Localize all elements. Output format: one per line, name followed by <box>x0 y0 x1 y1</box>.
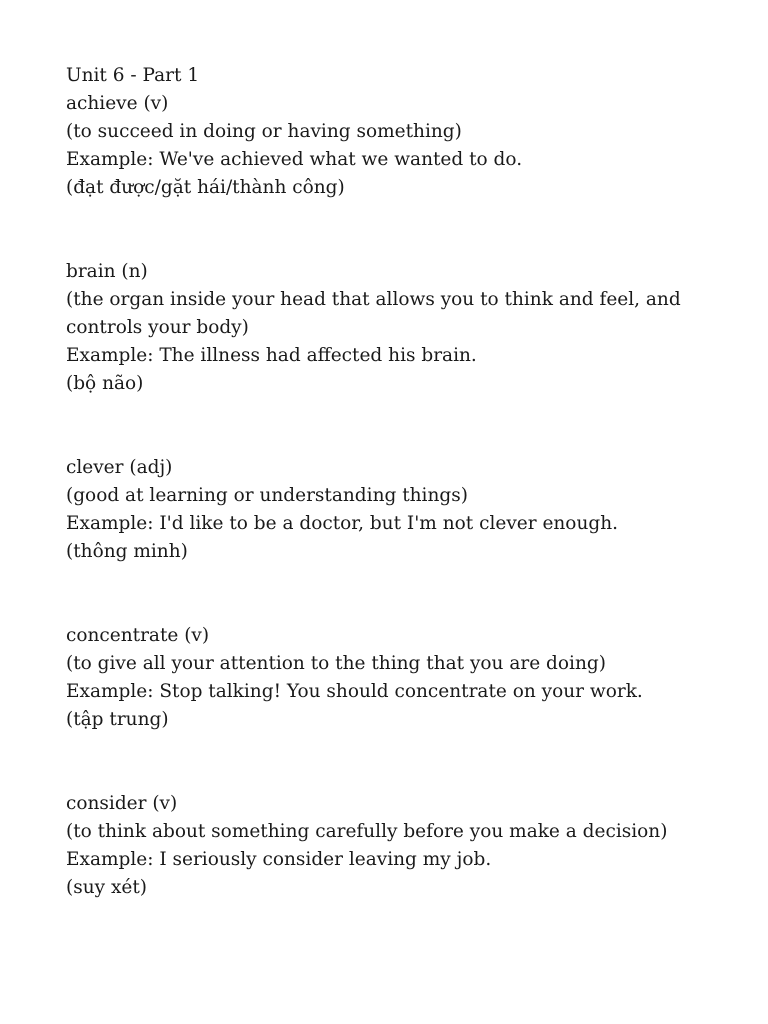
entry-achieve <box>66 90 716 202</box>
entry-translation: (suy xét) <box>66 877 147 898</box>
entry-example: Example: Stop talking! You should concentrate on your work. <box>66 681 643 702</box>
entry-word: consider (v) <box>66 793 178 814</box>
entry-translation: (bộ não) <box>66 373 144 394</box>
entry-definition: (to give all your attention to the thing that you are doing) <box>66 653 606 674</box>
entry-word: clever (adj) <box>66 457 173 478</box>
entry-word: concentrate (v) <box>66 625 210 646</box>
entry-definition: (good at learning or understanding things) <box>66 485 468 506</box>
entry-translation: (đạt được/gặt hái/thành công) <box>66 177 345 198</box>
entry-example: Example: I seriously consider leaving my job. <box>66 849 492 870</box>
entry-example: Example: The illness had affected his brain. <box>66 345 477 366</box>
entry-example: Example: We've achieved what we wanted to do. <box>66 149 523 170</box>
entry-definition: (to succeed in doing or having something) <box>66 121 462 142</box>
entry-concentrate <box>66 622 716 734</box>
entry-word: brain (n) <box>66 261 148 282</box>
entry-definition: (the organ inside your head that allows you to think and feel, and controls your body) <box>66 289 681 338</box>
vocabulary-list <box>66 62 716 902</box>
entry-definition: (to think about something carefully before you make a decision) <box>66 821 668 842</box>
entry-brain <box>66 258 716 398</box>
entry-clever <box>66 454 716 566</box>
unit-title: Unit 6 - Part 1 <box>66 65 200 86</box>
entry-word: achieve (v) <box>66 93 169 114</box>
entry-translation: (tập trung) <box>66 709 169 730</box>
entry-example: Example: I'd like to be a doctor, but I'm not clever enough. <box>66 513 619 534</box>
entry-consider <box>66 790 716 902</box>
entry-translation: (thông minh) <box>66 541 188 562</box>
